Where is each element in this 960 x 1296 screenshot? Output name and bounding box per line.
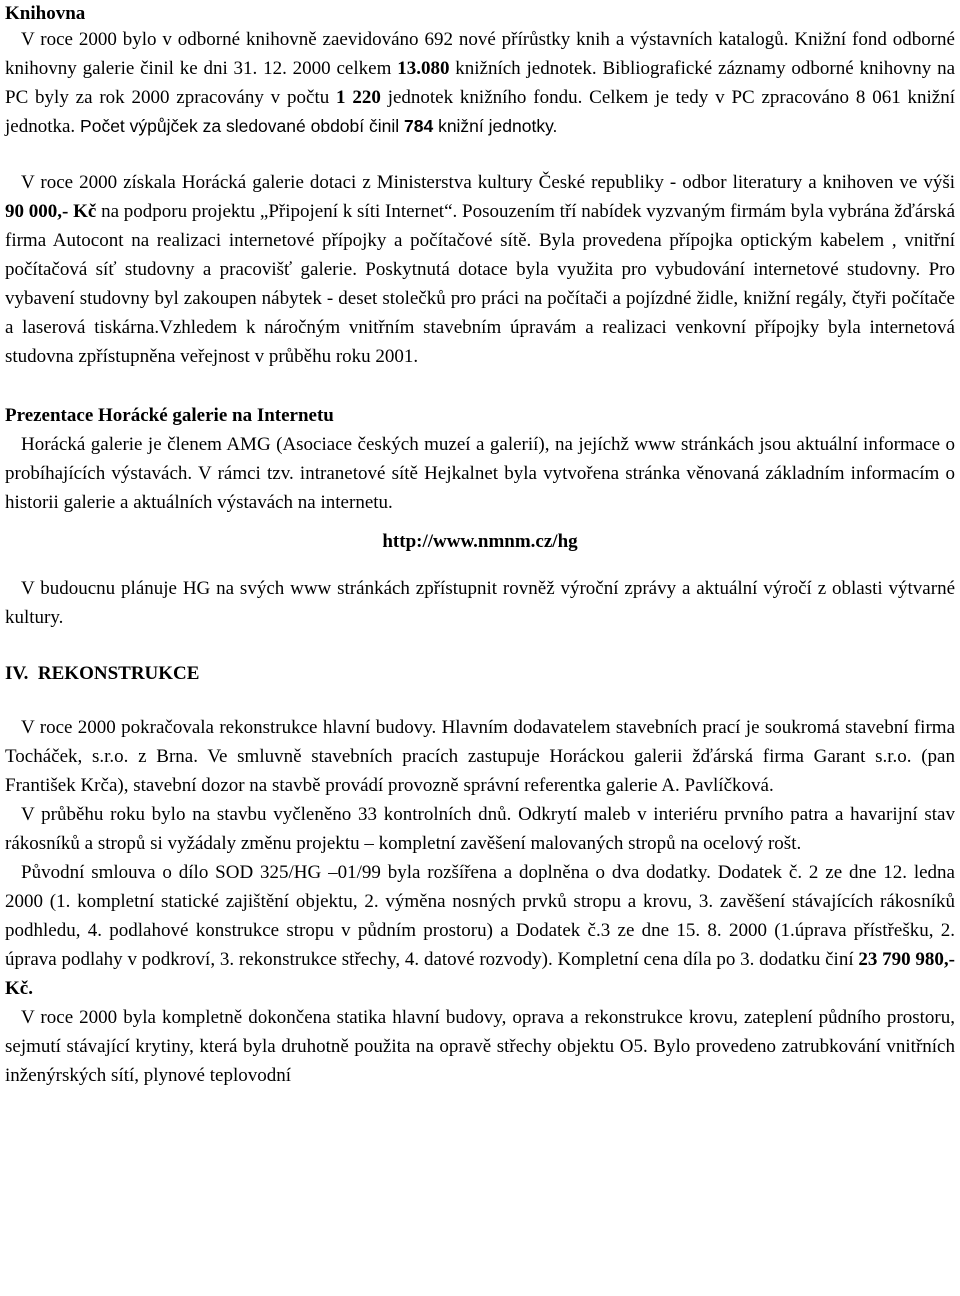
heading-prezentace: Prezentace Horácké galerie na Internetu (5, 405, 334, 426)
document-page (5, 0, 955, 1090)
paragraph-prezentace-2: V budoucnu plánuje HG na svých www stránkách zpřístupnit rovněž výroční zprávy a aktuální výročí z oblasti výtvarné kultury. (5, 578, 955, 628)
paragraph-knihovna-1: V roce 2000 bylo v odborné knihovně zaevidováno 692 nové přírůstky knih a výstavních katalogů. Knižní fond odborné knihovny galerie činil ke dni 31. 12. 2000 celkem 13.080 knižních jednotek. Bibliografické záznamy odborné knihovny na PC byly za rok 2000 zpracovány v počtu 1 220 jednotek knižního fondu. Celkem je tedy v PC zpracováno 8 061 knižní jednotka. Počet výpůjček za sledované období činil 784 knižní jednotky. (5, 29, 956, 137)
paragraph-rekonstrukce-2: V průběhu roku bylo na stavbu vyčleněno 33 kontrolních dnů. Odkrytí maleb v interiéru prvního patra a havarijní stav rákosníků a stropů si vyžádaly změnu projektu – kompletní zavěšení malovaných stropů na ocelový rošt. (5, 804, 955, 854)
paragraph-rekonstrukce-3: Původní smlouva o dílo SOD 325/HG –01/99 byla rozšířena a doplněna o dva dodatky. Dodatek č. 2 ze dne 12. ledna 2000 (1. kompletní statické zajištění objektu, 2. výměna nosných prvků stropu a krovu, 3. zavěšení stávajících rákosníků podhledu, 4. podlahové konstrukce stropu v půdním prostoru) a Dodatek č.3 ze dne 15. 8. 2000 (1.úprava přístřešku, 2. úprava podlahy v podkroví, 3. rekonstrukce střechy, 4. datové rozvody). Kompletní cena díla po 3. dodatku činí 23 790 980,- Kč. (5, 862, 956, 999)
website-url: http://www.nmnm.cz/hg (382, 531, 578, 552)
paragraph-prezentace-1: Horácká galerie je členem AMG (Asociace českých muzeí a galerií), na jejíchž www stránkách jsou aktuální informace o probíhajících výstavách. V rámci tzv. intranetové sítě Hejkalnet byla vytvořena stránka věnovaná základním informacím o historii galerie a aktuálních výstavách na internetu. (5, 434, 955, 513)
paragraph-rekonstrukce-4: V roce 2000 byla kompletně dokončena statika hlavní budovy, oprava a rekonstrukce krovu, zateplení půdního prostoru, sejmutí stávající krytiny, která byla druhotně použita na opravě střechy objektu O5. Bylo provedeno zatrubkování vnitřních inženýrských sítí, plynové teplovodní (5, 1007, 955, 1086)
heading-rekonstrukce: IV. REKONSTRUKCE (5, 663, 200, 684)
paragraph-knihovna-2: V roce 2000 získala Horácká galerie dotaci z Ministerstva kultury České republiky - odbor literatury a knihoven ve výši 90 000,- Kč na podporu projektu „Připojení k síti Internet“. Posouzením tří nabídek vyzvaným firmám byla vybrána žďárská firma Autocont na realizaci internetové přípojky a počítačové sítě. Byla provedena přípojka optickým kabelem , vnitřní počítačová síť studovny a pracovišť galerie. Poskytnutá dotace byla využita pro vybudování internetové studovny. Pro vybavení studovny byl zakoupen nábytek - deset stolečků pro práci na počítači a pojízdné židle, knižní regály, čtyři počítače a laserová tiskárna.Vzhledem k náročným vnitřním stavebním úpravám a realizaci venkovní přípojky byla internetová studovna zpřístupněna veřejnost v průběhu roku 2001. (5, 172, 956, 367)
heading-knihovna: Knihovna (5, 3, 86, 24)
paragraph-rekonstrukce-1: V roce 2000 pokračovala rekonstrukce hlavní budovy. Hlavním dodavatelem stavebních prací je soukromá stavební firma Tocháček, s.r.o. z Brna. Ve smluvně stavebních pracích zastupuje Horáckou galerii žďárská firma Garant s.r.o. (pan František Krča), stavební dozor na stavbě provádí provozně správní referentka galerie A. Pavlíčková. (5, 717, 955, 796)
